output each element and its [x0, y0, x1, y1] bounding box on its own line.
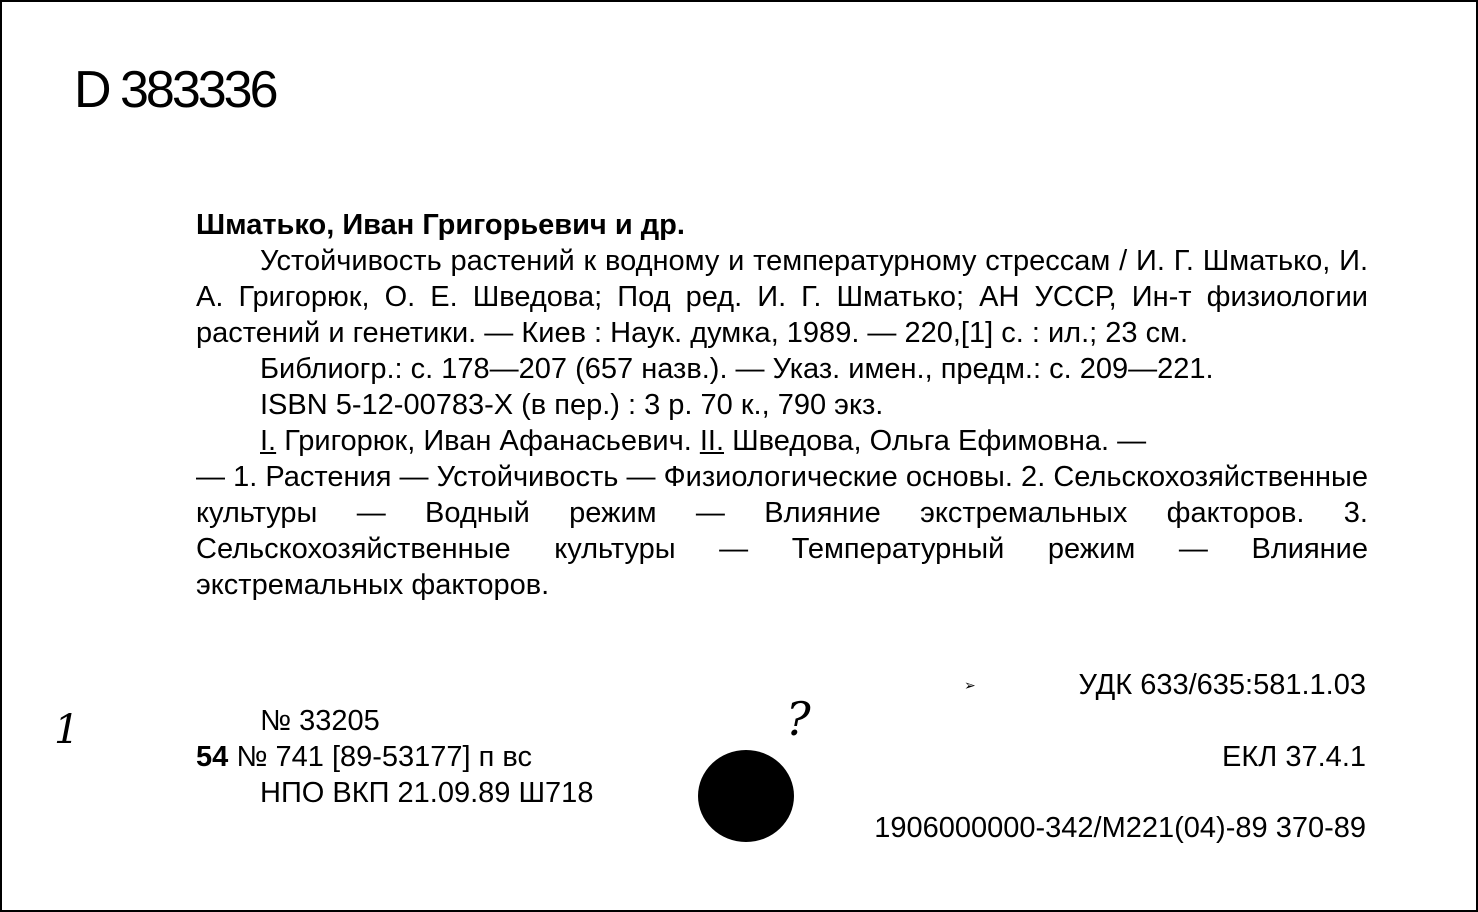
- handwritten-question-mark: ?: [786, 692, 811, 746]
- subject-headings: — 1. Растения — Устойчивость — Физиологические основы. 2. Сельскохозяйственные культуры — Водный режим — Влияние экстремальных факторов. 3. Сельскохозяйственные культуры — Температурный режим — Влияние экстремальных факторов.: [196, 461, 1368, 601]
- order-text: № 741 [89-53177] п вс: [236, 741, 533, 773]
- bibliographic-entry: [196, 207, 1368, 603]
- title-block: Устойчивость растений к водному и температурному стрессам / И. Г. Шматько, И. А. Григорюк, О. Е. Шведова; Под ред. И. Г. Шматько; АН УССР, Ин-т физиологии растений и генетики. — Киев : Наук. думка, 1989. — 220,[1] с. : ил.; 23 см.: [196, 245, 1368, 349]
- udk-code: УДК 633/635:581.1.03: [1078, 669, 1366, 701]
- small-arrow-mark: ➢: [964, 679, 976, 694]
- tracings: [196, 423, 1368, 459]
- tracing-ii-marker: II.: [699, 425, 725, 457]
- ekl-code: ЕКЛ 37.4.1: [1222, 741, 1366, 773]
- bibliography-note: Библиогр.: с. 178—207 (657 назв.). — Указ. имен., предм.: с. 209—221.: [260, 353, 1214, 385]
- punch-hole: [698, 750, 794, 842]
- isbn-line: ISBN 5-12-00783-X (в пер.) : 3 р. 70 к., 790 экз.: [260, 389, 884, 421]
- author-heading: Шматько, Иван Григорьевич и др.: [196, 209, 685, 241]
- catalog-code: 1906000000-342/М221(04)-89 370-89: [874, 812, 1366, 844]
- accession-number: № 33205: [260, 705, 380, 737]
- shelfmark: D 383336: [74, 61, 276, 119]
- printer-line: НПО ВКП 21.09.89 Ш718: [260, 777, 594, 809]
- tracing-i-text: Григорюк, Иван Афанасьевич.: [284, 425, 692, 457]
- order-line: [196, 741, 532, 774]
- order-prefix: 54: [196, 741, 229, 773]
- tracing-i-marker: I.: [260, 425, 277, 457]
- handwritten-one: 1: [54, 707, 80, 753]
- tracing-ii-text: Шведова, Ольга Ефимовна. —: [732, 425, 1147, 457]
